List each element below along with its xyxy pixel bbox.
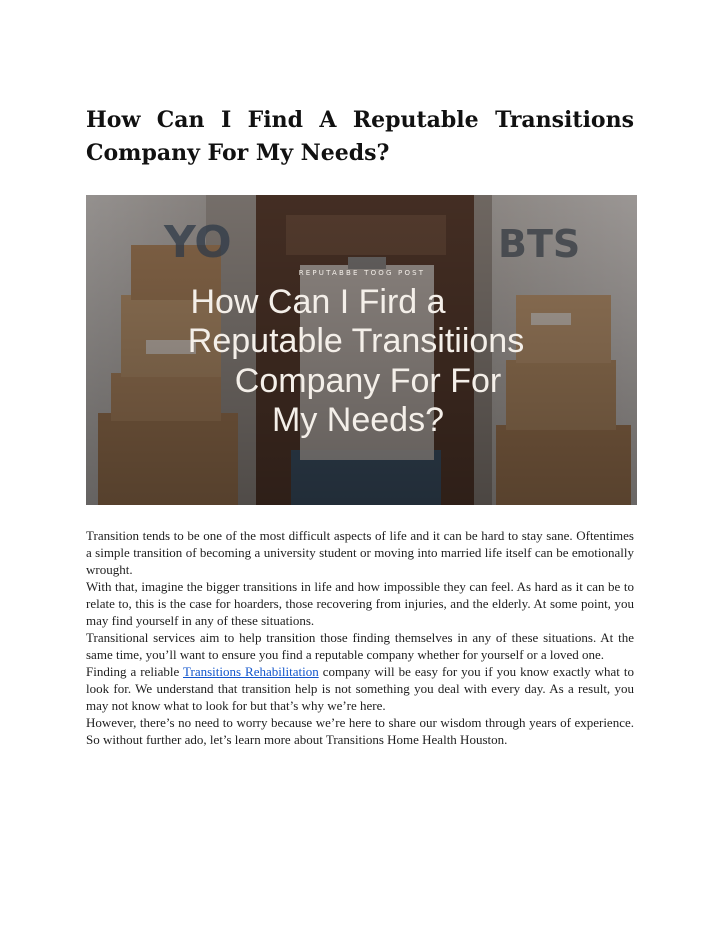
hero-headline-line-2: Reputable Transitiions <box>187 322 525 360</box>
paragraph-1: Transition tends to be one of the most difficult aspects of life and it can be hard to stay sane. Oftentimes a simple transition of becoming a university student or moving into married life itself can be emotionally wrought. <box>86 528 634 577</box>
paragraph-2: With that, imagine the bigger transitions in life and how impossible they can feel. As hard as it can be to relate to, this is the case for hoarders, those recovering from injuries, and the elderly. At some point, you may find yourself in any of these situations. <box>86 579 634 628</box>
paragraph-4-end: company will be easy for you if you know exactly what to look for. We understand that transition help is not something you deal with every day. As a result, you may not know what to look for but that’s why we’re here. <box>86 664 634 713</box>
paragraph-5: However, there’s no need to worry because we’re here to share our wisdom through years of experience. So without further ado, let’s learn more about Transitions Home Health Houston. <box>86 715 634 747</box>
page-title: How Can I Find A Reputable Transitions Company For My Needs? <box>86 107 634 166</box>
hero-image <box>86 195 637 505</box>
paragraph-4-start: Finding a reliable <box>86 664 183 679</box>
transitions-rehabilitation-link[interactable]: Transitions Rehabilitation <box>183 664 319 679</box>
truck-left-lettering: YO <box>164 217 232 268</box>
truck-right-lettering: BTS <box>498 222 581 266</box>
hero-badge: REPUTABBE TOOG POST <box>298 269 426 277</box>
article-body <box>86 527 634 748</box>
hero-headline-line-1: How Can I Fird a <box>190 283 446 321</box>
hero-headline-line-3: Company For For <box>234 362 502 400</box>
paragraph-4 <box>86 663 634 714</box>
hero-headline-line-4: My Needs? <box>272 401 444 439</box>
paragraph-3: Transitional services aim to help transition those finding themselves in any of these situations. At the same time, you’ll want to ensure you find a reputable company whether for yourself or a loved one. <box>86 630 634 662</box>
